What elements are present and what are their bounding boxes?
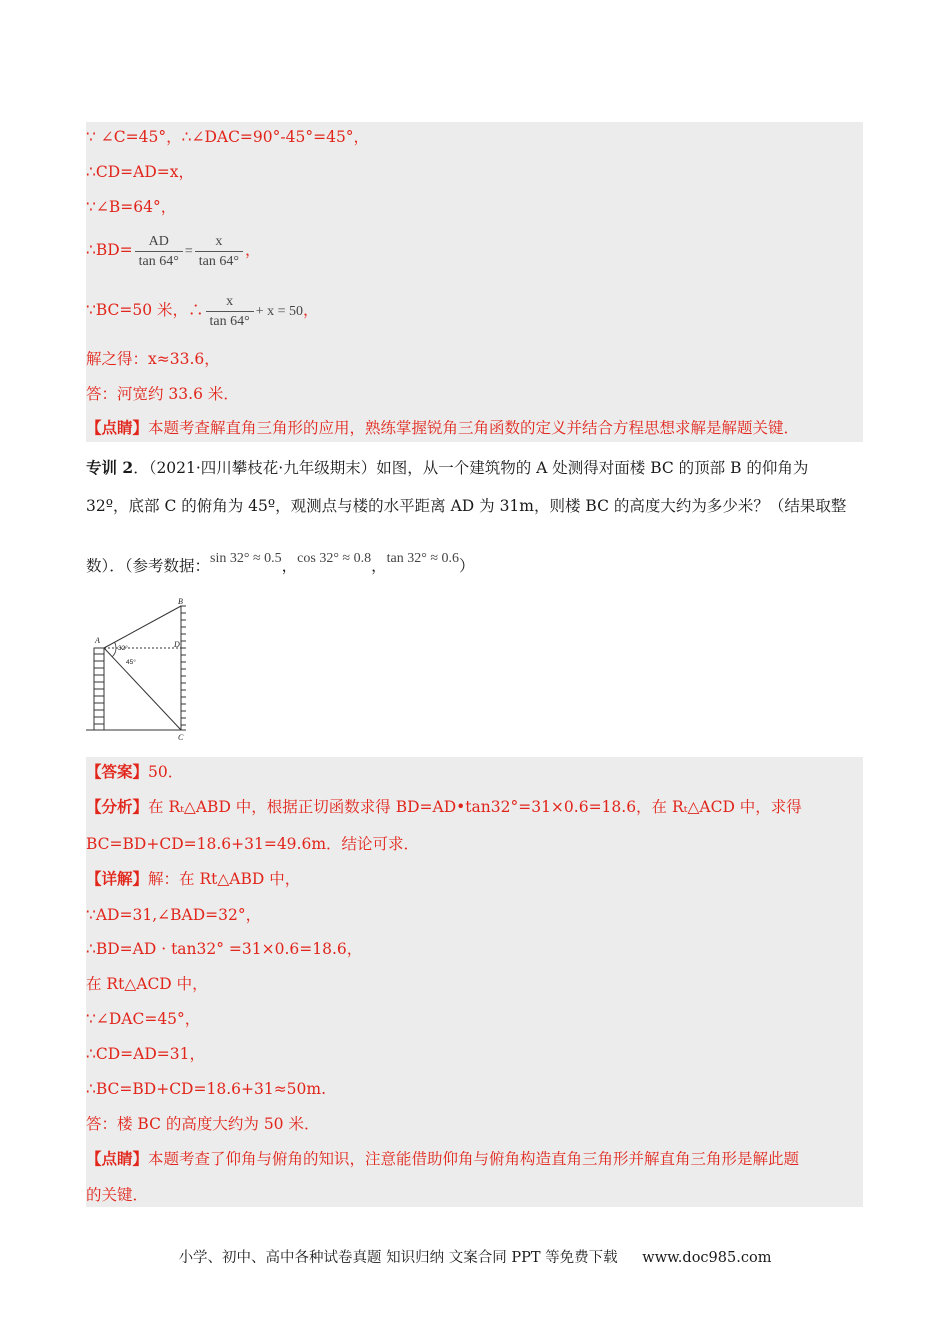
detail-line-2: ∵AD=31,∠BAD=32°，	[86, 906, 262, 924]
line-answer: 答：河宽约 33.6 米．	[86, 385, 239, 403]
note-line-2: 的关键．	[86, 1186, 149, 1204]
footer-url[interactable]: www.doc985.com	[642, 1250, 772, 1266]
ref-tan: tan 32° ≈ 0.6	[386, 551, 460, 566]
line-angle-c: ∵ ∠C=45°，∴∠DAC=90°-45°=45°，	[86, 128, 370, 146]
fraction-x-tan64	[206, 293, 254, 330]
solution-block-2	[86, 757, 863, 1207]
geometry-figure	[86, 596, 186, 742]
label-a: A	[95, 636, 100, 645]
detail-line-5: ∵∠DAC=45°，	[86, 1010, 201, 1028]
problem-label: 专训 2	[86, 458, 134, 477]
note-tag: 【点睛】	[86, 418, 149, 437]
detail-text-1: 解：在 Rt△ABD 中，	[148, 870, 301, 888]
comma: ，	[303, 301, 319, 319]
angle-arc-up	[115, 642, 117, 648]
line-ab	[104, 606, 181, 648]
problem-line-3	[86, 551, 866, 578]
fraction-numerator: AD	[135, 233, 183, 252]
detail-line-1	[86, 869, 300, 889]
fraction-x-tan64	[195, 233, 243, 270]
note-text-1: 本题考查了仰角与俯角的知识，注意能借助仰角与俯角构造直角三角形并解直角三角形是解此题	[148, 1150, 800, 1168]
problem-line-1	[86, 458, 866, 478]
line-cd-ad: ∴CD=AD=x，	[86, 163, 194, 181]
line-bd-formula	[86, 230, 261, 272]
analysis-tag: 【分析】	[86, 797, 149, 816]
analysis-line-1	[86, 797, 802, 817]
label-b: B	[178, 597, 183, 606]
comma: ，	[244, 241, 261, 259]
line-ac	[104, 648, 181, 730]
problem-text-3: 数）．（参考数据：	[86, 557, 211, 575]
note-text: 本题考查解直角三角形的应用，熟练掌握锐角三角函数的定义并结合方程思想求解是解题关键．	[148, 419, 800, 437]
sep: ，	[281, 557, 298, 575]
fraction-denominator: tan 64°	[209, 313, 250, 329]
bd-prefix: ∴BD=	[86, 241, 133, 259]
fraction-denominator: tan 64°	[138, 253, 179, 269]
note-line-1	[86, 1149, 799, 1169]
fraction-denominator: tan 64°	[198, 253, 239, 269]
label-d: D	[174, 640, 180, 649]
ref-cos: cos 32° ≈ 0.8	[297, 551, 372, 566]
detail-line-3: ∴BD=AD · tan32° =31×0.6=18.6，	[86, 940, 363, 958]
sep: ，	[371, 557, 387, 575]
answer-tag: 【答案】	[86, 762, 149, 781]
fraction-ad-tan64	[135, 233, 183, 270]
detail-tag: 【详解】	[86, 869, 149, 888]
equals-sign: =	[184, 244, 193, 259]
analysis-line-2: BC=BD+CD=18.6+31=49.6m．结论可求．	[86, 835, 420, 853]
detail-line-6: ∴CD=AD=31，	[86, 1045, 205, 1063]
fraction-numerator: x	[195, 233, 243, 252]
equation-tail: + x = 50	[255, 304, 304, 319]
line-solve: 解之得：x≈33.6，	[86, 350, 220, 368]
ref-sin: sin 32° ≈ 0.5	[210, 551, 282, 566]
detail-line-8: 答：楼 BC 的高度大约为 50 米．	[86, 1115, 320, 1133]
detail-line-7: ∴BC=BD+CD=18.6+31≈50m.	[86, 1080, 327, 1098]
analysis-text-1: 在 Rₜ△ABD 中，根据正切函数求得 BD=AD•tan32°=31×0.6=18.6，在 Rₜ△ACD 中，求得	[148, 798, 802, 816]
line-bc-equation	[86, 290, 319, 332]
page-footer	[0, 1246, 950, 1267]
line-angle-b: ∵∠B=64°，	[86, 198, 177, 216]
solution-block-1	[86, 122, 863, 442]
building-bc	[181, 606, 186, 730]
line-note	[86, 418, 799, 438]
answer-line	[86, 762, 183, 782]
problem-text-1: ．（2021·四川攀枝花·九年级期末）如图，从一个建筑物的 A 处测得对面楼 BC 的顶部 B 的仰角为	[133, 459, 809, 477]
answer-value: 50．	[148, 763, 184, 781]
angle-label-45: 45°	[126, 659, 136, 666]
close-paren: ）	[459, 557, 475, 575]
note-tag: 【点睛】	[86, 1149, 149, 1168]
angle-arc-down	[113, 648, 117, 657]
building-a	[94, 648, 104, 730]
label-c: C	[178, 733, 184, 742]
bc-prefix: ∵BC=50 米，∴	[86, 301, 204, 319]
problem-line-2: 32º，底部 C 的俯角为 45º，观测点与楼的水平距离 AD 为 31m，则楼 BC 的高度大约为多少米？（结果取整	[86, 497, 847, 515]
footer-text: 小学、初中、高中各种试卷真题 知识归纳 文案合同 PPT 等免费下载	[178, 1250, 618, 1266]
fraction-numerator: x	[206, 293, 254, 312]
angle-label-32: 32°	[118, 645, 128, 652]
detail-line-4: 在 Rt△ACD 中，	[86, 975, 208, 993]
